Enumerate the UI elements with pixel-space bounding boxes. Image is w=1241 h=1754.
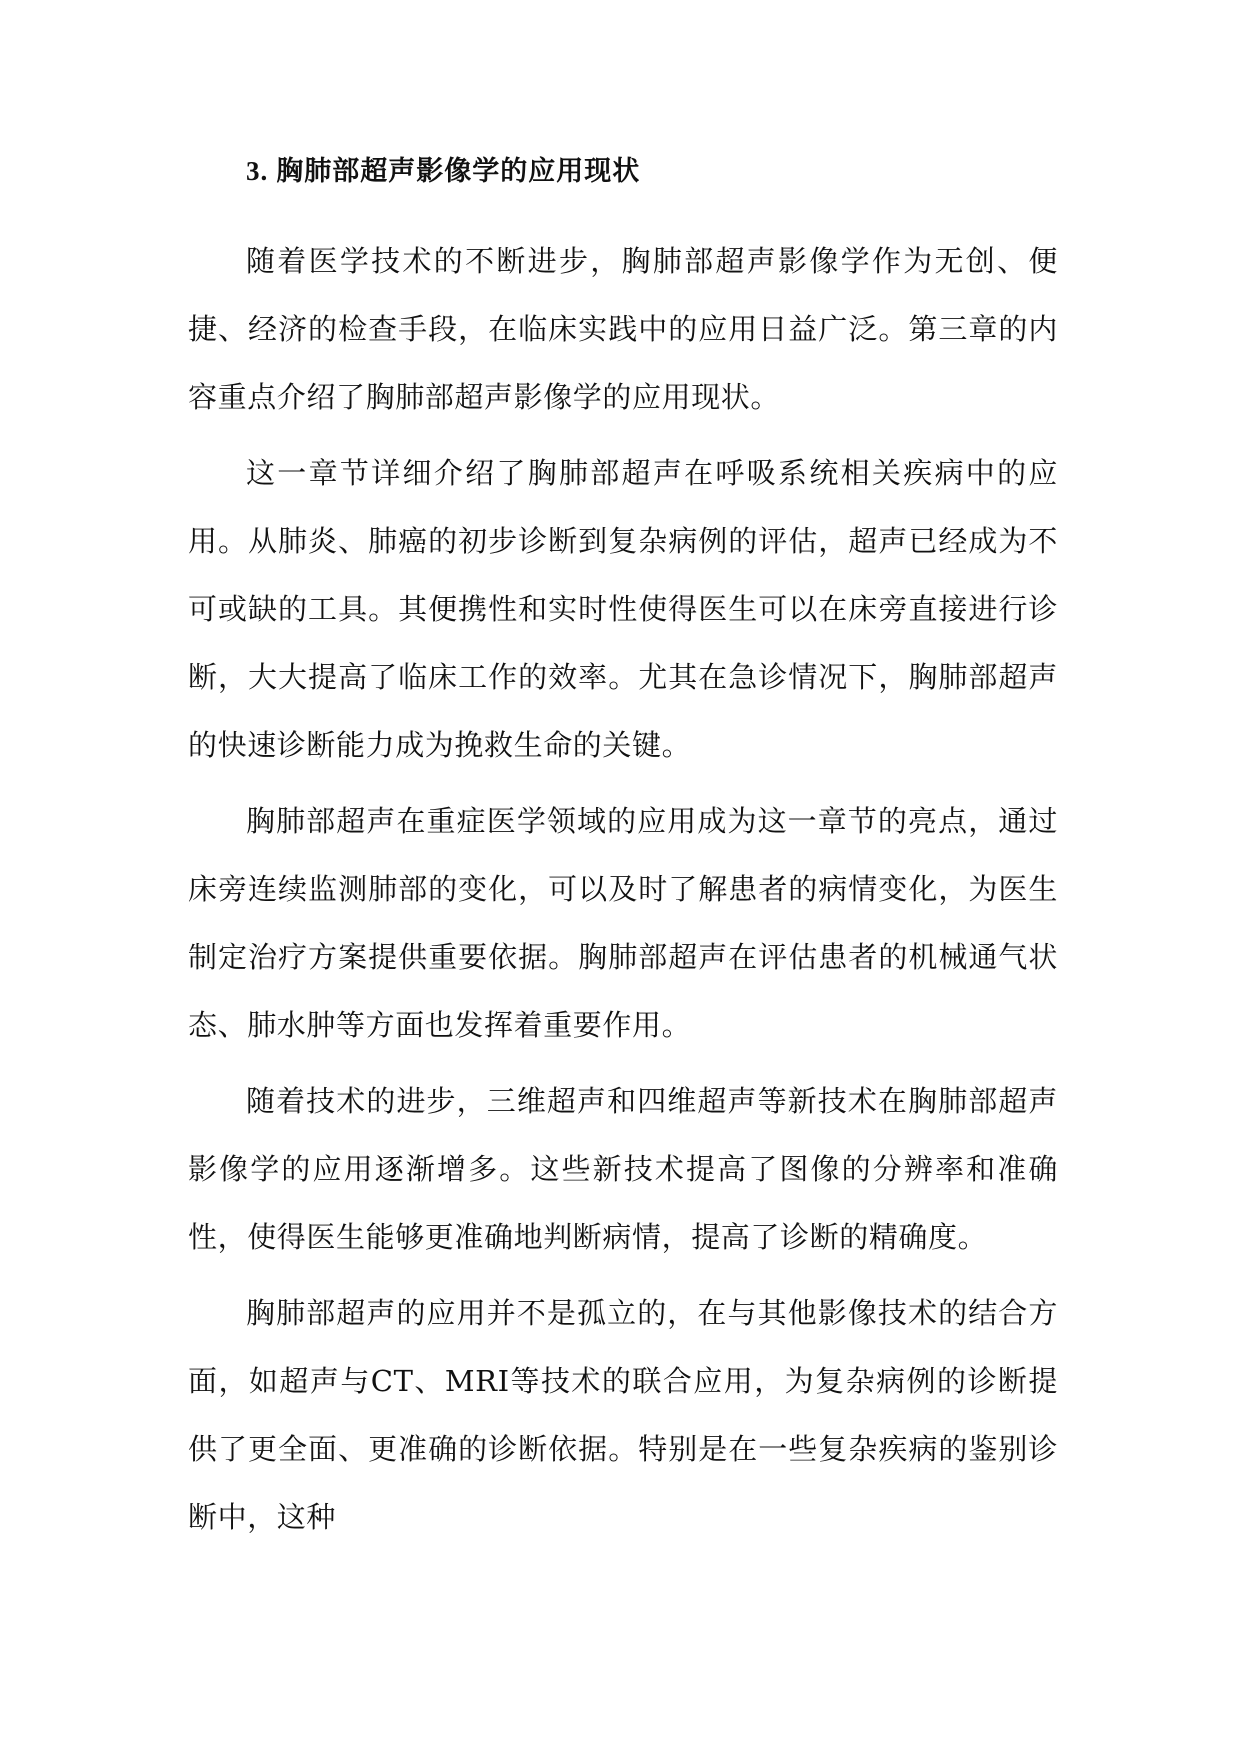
paragraph-3: 胸肺部超声在重症医学领域的应用成为这一章节的亮点，通过床旁连续监测肺部的变化，可以及时了解患者的病情变化，为医生制定治疗方案提供重要依据。胸肺部超声在评估患者的机械通气状态、肺水肿等方面也发挥着重要作用。 [188, 804, 1058, 1042]
section-heading [188, 138, 1058, 205]
section-number: 3. [246, 156, 269, 186]
paragraph-2: 这一章节详细介绍了胸肺部超声在呼吸系统相关疾病中的应用。从肺炎、肺癌的初步诊断到复杂病例的评估，超声已经成为不可或缺的工具。其便携性和实时性使得医生可以在床旁直接进行诊断，大大提高了临床工作的效率。尤其在急诊情况下，胸肺部超声的快速诊断能力成为挽救生命的关键。 [188, 456, 1058, 762]
page-content [188, 138, 1058, 1559]
paragraph-1: 随着医学技术的不断进步，胸肺部超声影像学作为无创、便捷、经济的检查手段，在临床实践中的应用日益广泛。第三章的内容重点介绍了胸肺部超声影像学的应用现状。 [188, 244, 1058, 414]
paragraph-4: 随着技术的进步，三维超声和四维超声等新技术在胸肺部超声影像学的应用逐渐增多。这些新技术提高了图像的分辨率和准确性，使得医生能够更准确地判断病情，提高了诊断的精确度。 [188, 1084, 1058, 1254]
paragraph-5: 胸肺部超声的应用并不是孤立的，在与其他影像技术的结合方面，如超声与CT、MRI等技术的联合应用，为复杂病例的诊断提供了更全面、更准确的诊断依据。特别是在一些复杂疾病的鉴别诊断中，这种 [188, 1296, 1058, 1534]
section-title: 胸肺部超声影像学的应用现状 [276, 156, 641, 187]
